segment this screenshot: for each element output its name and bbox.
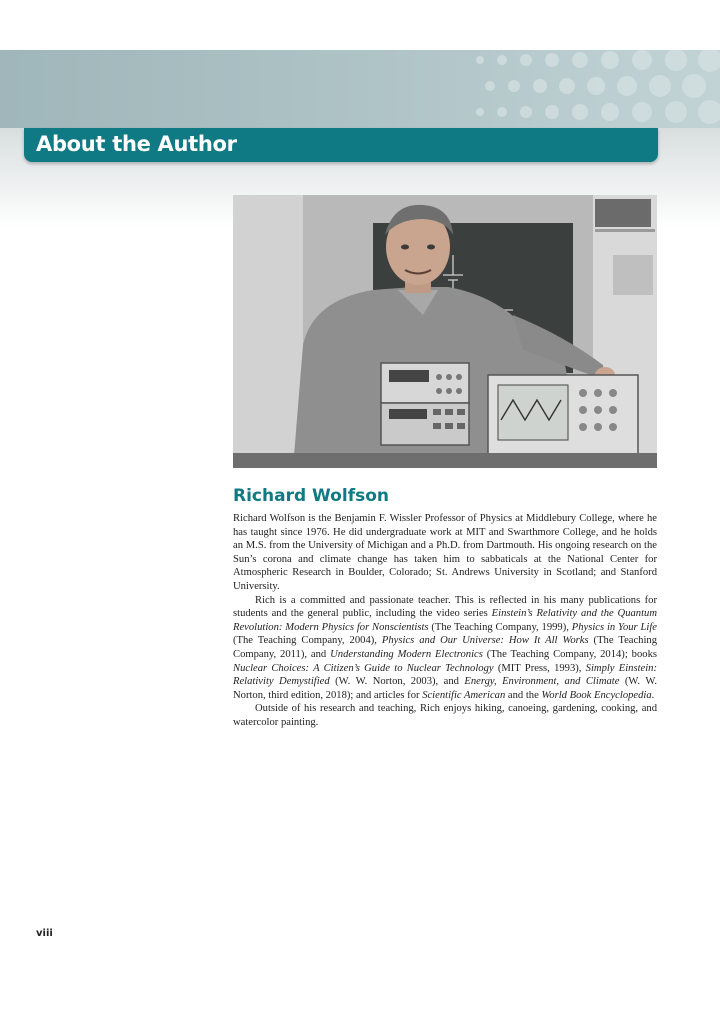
author-portrait-icon xyxy=(233,195,657,468)
publication-title: Simply Einstein: Relativity Demystified xyxy=(233,662,657,688)
bio-text: (The Teaching Company, 1999), xyxy=(428,621,572,633)
bio-text: (W. W. Norton, 2003), and xyxy=(329,676,465,688)
section-title-bar xyxy=(24,128,658,162)
publication-title: Physics in Your Life xyxy=(571,621,657,633)
header-banner xyxy=(0,50,720,128)
bio-text: Rich is a committed and passionate teacher. This is reflected in his many publications for students and the general public, including the video series xyxy=(233,594,657,620)
bio-paragraph-3: Outside of his research and teaching, Rich enjoys hiking, canoeing, gardening, cooking, and watercolor painting. xyxy=(233,703,657,728)
author-name: Richard Wolfson xyxy=(233,486,389,506)
bio-paragraph-2 xyxy=(233,594,657,703)
bio-paragraph-1: Richard Wolfson is the Benjamin F. Wissler Professor of Physics at Middlebury College, where he has taught since 1976. He did undergraduate work at MIT and Swarthmore College, and he holds an M.S. from the University of Michigan and a Ph.D. from Dartmouth. His ongoing research on the Sun’s corona and climate change has taken him to sabbaticals at the National Center for Atmospheric Research in Boulder, Colorado; St. Andrews University in Scotland; and Stanford University. xyxy=(233,513,657,592)
bio-text: (The Teaching Company, 2011), and xyxy=(233,635,658,660)
bio-text: (The Teaching Company, 2014); books xyxy=(482,648,657,660)
publication-title: Scientific American xyxy=(422,689,506,701)
author-photo xyxy=(233,195,657,468)
publication-title: Physics and Our Universe: How It All Works xyxy=(381,635,589,647)
author-bio xyxy=(233,512,657,730)
bio-text: (W. W. Norton, third edition, 2018); and articles for xyxy=(233,676,657,701)
bio-text: (The Teaching Company, 2004), xyxy=(233,635,382,647)
publication-title: World Book Encyclopedia xyxy=(541,689,652,701)
publication-title: Nuclear Choices: A Citizen’s Guide to Nuclear Technology xyxy=(233,662,494,674)
decorative-dots xyxy=(460,50,720,128)
page-title: About the Author xyxy=(36,132,237,156)
page-number: viii xyxy=(36,928,53,939)
bio-text: (MIT Press, 1993), xyxy=(493,662,586,674)
bio-text: and the xyxy=(505,689,542,701)
publication-title: Energy, Environment, and Climate xyxy=(464,676,620,688)
publication-title: Understanding Modern Electronics xyxy=(330,648,483,660)
bio-text: . xyxy=(651,689,655,701)
publication-title: Einstein’s Relativity and the Quantum Revolution: Modern Physics for Nonscientists xyxy=(233,608,657,633)
